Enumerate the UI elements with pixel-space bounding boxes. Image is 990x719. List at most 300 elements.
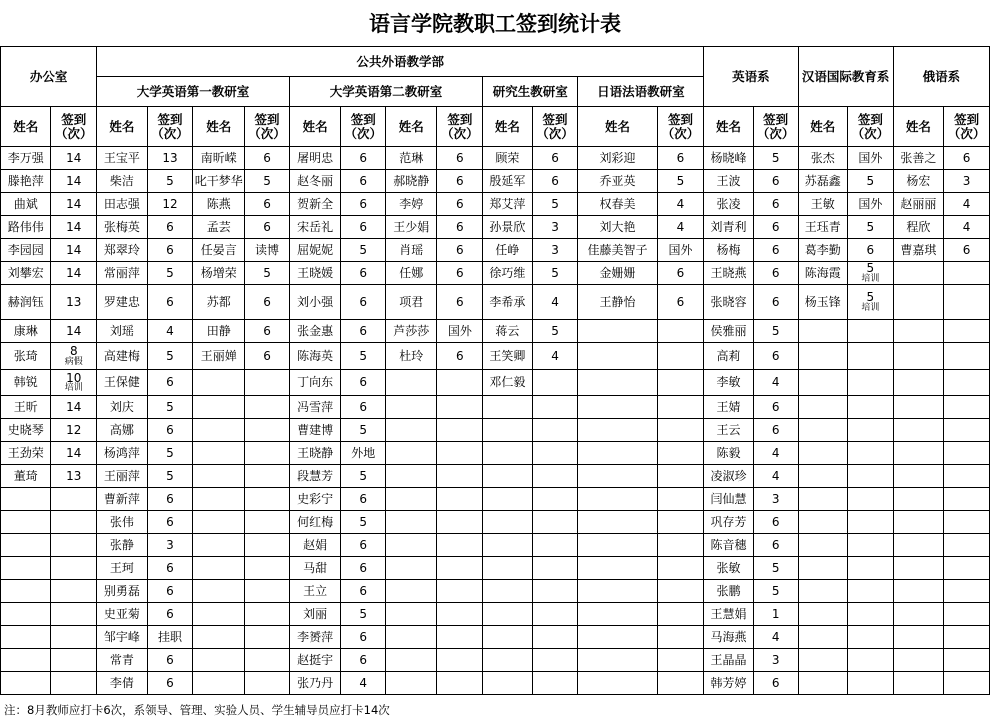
russian-count-cell [944, 465, 990, 488]
russian-count-cell [944, 603, 990, 626]
jp-count-cell [657, 419, 704, 442]
table-row [1, 511, 990, 534]
count-value: 12 [162, 196, 178, 211]
count-value: 6 [771, 422, 780, 437]
chinese-count-cell [847, 343, 893, 370]
english-name-cell: 李敏 [704, 370, 753, 396]
dept2-b-name-cell: 肖瑶 [386, 239, 437, 262]
jp-name-cell [578, 557, 657, 580]
dept1-a-name-cell: 刘瑶 [97, 320, 147, 343]
english-name-cell: 陈毅 [704, 442, 753, 465]
chinese-count-cell [847, 511, 893, 534]
dept1-a-name-cell: 王丽萍 [97, 465, 147, 488]
dept1-b-name-cell [193, 603, 245, 626]
chinese-name-cell [798, 488, 847, 511]
count-value: 3 [551, 242, 559, 257]
count-value: 6 [456, 150, 464, 165]
russian-count-cell [944, 442, 990, 465]
count-value: 6 [263, 294, 271, 309]
english-count-cell [753, 419, 798, 442]
jp-name-cell [578, 320, 657, 343]
count-value: 5 [359, 514, 368, 529]
office-count-cell [51, 239, 97, 262]
dept2-b-count-cell [437, 193, 483, 216]
office-name-cell [1, 511, 51, 534]
office-name-cell: 王劲荣 [1, 442, 51, 465]
office-name-cell: 李万强 [1, 147, 51, 170]
dept2-a-name-cell: 曹建博 [289, 419, 340, 442]
russian-name-cell: 杨宏 [893, 170, 943, 193]
count-value: 6 [771, 242, 780, 257]
dept1-a-count-cell [147, 419, 193, 442]
english-name-cell: 王波 [704, 170, 753, 193]
grad-name-cell [483, 603, 533, 626]
dept1-b-count-cell [245, 216, 290, 239]
office-count-cell [51, 672, 97, 695]
count-value: 6 [263, 196, 271, 211]
grad-count-cell [532, 534, 578, 557]
dept2-a-name-cell: 王晓静 [289, 442, 340, 465]
office-count-cell [51, 170, 97, 193]
dept1-b-count-cell [245, 285, 290, 320]
count-value: 6 [771, 537, 780, 552]
dept2-b-count-cell [437, 370, 483, 396]
dept2-b-count-cell [437, 442, 483, 465]
count-value: 5 [551, 196, 559, 211]
russian-name-cell [893, 672, 943, 695]
count-value: 6 [771, 219, 780, 234]
dept2-a-count-header: 签到（次） [341, 107, 386, 147]
dept1-b-count-cell [245, 370, 290, 396]
dept1-a-name-cell: 常青 [97, 649, 147, 672]
jp-name-cell [578, 396, 657, 419]
jp-name-cell [578, 442, 657, 465]
count-value: 3 [962, 173, 971, 188]
dept1-a-count-header: 签到（次） [147, 107, 193, 147]
dept2-a-count-cell [341, 262, 386, 285]
dept2-a-name-cell: 张乃丹 [289, 672, 340, 695]
dept2-b-count-header: 签到（次） [437, 107, 483, 147]
dept1-a-count-cell [147, 239, 193, 262]
grad-name-cell [483, 672, 533, 695]
grad-count-cell [532, 626, 578, 649]
jp-name-cell [578, 649, 657, 672]
dept1-a-count-cell [147, 396, 193, 419]
dept1-a-count-cell [147, 170, 193, 193]
office-count-cell [51, 442, 97, 465]
count-value: 6 [359, 652, 368, 667]
count-value: 6 [456, 173, 464, 188]
grad-count-cell [532, 465, 578, 488]
english-name-cell: 陈音穗 [704, 534, 753, 557]
chinese-name-cell [798, 419, 847, 442]
english-count-cell [753, 285, 798, 320]
office-name-cell: 赫润钰 [1, 285, 51, 320]
dept2-a-count-cell [341, 534, 386, 557]
office-count-cell [51, 396, 97, 419]
group-chinese-intl: 汉语国际教育系 [798, 47, 893, 107]
count-value: 5 [263, 173, 271, 188]
office-name-cell [1, 672, 51, 695]
count-note: 培训 [861, 302, 880, 313]
dept1-b-count-cell [245, 465, 290, 488]
chinese-count-cell [847, 216, 893, 239]
office-name-cell: 史晓琴 [1, 419, 51, 442]
dept2-b-count-cell [437, 488, 483, 511]
dept2-b-name-cell: 芦莎莎 [386, 320, 437, 343]
russian-name-cell [893, 626, 943, 649]
english-name-cell: 张鹏 [704, 580, 753, 603]
count-value: 5 [771, 150, 780, 165]
russian-count-cell [944, 626, 990, 649]
count-value: 5 [166, 468, 174, 483]
dept2-a-name-header: 姓名 [289, 107, 340, 147]
russian-name-cell [893, 370, 943, 396]
grad-count-cell [532, 193, 578, 216]
russian-count-cell [944, 396, 990, 419]
count-value: 14 [66, 445, 82, 460]
dept2-b-name-cell [386, 465, 437, 488]
count-value: 6 [166, 583, 174, 598]
office-count-cell [51, 262, 97, 285]
count-value: 3 [166, 537, 174, 552]
english-count-cell [753, 511, 798, 534]
dept2-a-name-cell: 赵冬丽 [289, 170, 340, 193]
english-count-cell [753, 580, 798, 603]
office-name-cell: 曲斌 [1, 193, 51, 216]
count-value: 5 [551, 323, 559, 338]
dept1-b-name-header: 姓名 [193, 107, 245, 147]
english-count-cell [753, 672, 798, 695]
count-value: 5 [359, 348, 368, 363]
office-name-cell: 刘攀宏 [1, 262, 51, 285]
russian-name-cell [893, 511, 943, 534]
russian-name-cell: 程欣 [893, 216, 943, 239]
office-name-cell [1, 580, 51, 603]
jp-count-cell [657, 370, 704, 396]
footnote: 注：8月教师应打卡6次，系领导、管理、实验人员、学生辅导员应打卡14次 [4, 703, 390, 717]
count-value: 14 [66, 196, 82, 211]
russian-count-cell [944, 370, 990, 396]
jp-count-cell [657, 170, 704, 193]
dept1-a-count-cell [147, 343, 193, 370]
dept2-b-name-cell [386, 672, 437, 695]
group-public-foreign: 公共外语教学部 [97, 47, 704, 77]
russian-name-cell [893, 557, 943, 580]
count-value: 4 [771, 629, 780, 644]
office-name-cell: 董琦 [1, 465, 51, 488]
chinese-name-cell [798, 534, 847, 557]
office-count-cell [51, 147, 97, 170]
count-value: 6 [456, 265, 464, 280]
dept2-b-name-cell [386, 626, 437, 649]
english-name-cell: 韩芳婷 [704, 672, 753, 695]
english-count-header: 签到（次） [753, 107, 798, 147]
chinese-count-cell [847, 603, 893, 626]
office-count-cell [51, 580, 97, 603]
chinese-name-cell [798, 320, 847, 343]
jp-name-cell [578, 465, 657, 488]
count-value: 5 [866, 173, 875, 188]
dept1-b-name-cell [193, 649, 245, 672]
jp-count-cell [657, 147, 704, 170]
count-value: 6 [166, 675, 174, 690]
dept2-b-count-cell [437, 465, 483, 488]
count-value: 14 [66, 242, 82, 257]
grad-name-cell [483, 419, 533, 442]
dept2-a-count-cell [341, 370, 386, 396]
russian-count-header: 签到（次） [944, 107, 990, 147]
office-count-cell [51, 488, 97, 511]
chinese-name-cell [798, 672, 847, 695]
office-count-cell [51, 557, 97, 580]
dept1-a-name-header: 姓名 [97, 107, 147, 147]
chinese-count-cell [847, 239, 893, 262]
russian-name-cell: 张善之 [893, 147, 943, 170]
dept1-a-name-cell: 王保健 [97, 370, 147, 396]
dept2-b-count-cell [437, 343, 483, 370]
jp-name-cell [578, 580, 657, 603]
dept1-a-name-cell: 曹新萍 [97, 488, 147, 511]
count-value: 6 [359, 375, 368, 390]
grad-count-cell [532, 649, 578, 672]
dept2-a-name-cell: 赵娟 [289, 534, 340, 557]
russian-name-cell: 赵丽丽 [893, 193, 943, 216]
russian-count-cell [944, 343, 990, 370]
dept1-a-count-cell [147, 216, 193, 239]
chinese-name-cell: 张杰 [798, 147, 847, 170]
count-value: 14 [66, 399, 82, 414]
jp-name-cell [578, 603, 657, 626]
count-value: 6 [359, 583, 368, 598]
count-value: 6 [771, 514, 780, 529]
chinese-name-cell [798, 580, 847, 603]
office-name-cell [1, 557, 51, 580]
english-count-cell [753, 239, 798, 262]
russian-count-cell [944, 580, 990, 603]
grad-name-cell: 蒋云 [483, 320, 533, 343]
jp-name-cell: 王静怡 [578, 285, 657, 320]
dept2-a-name-cell: 史彩宁 [289, 488, 340, 511]
dept2-b-count-cell [437, 557, 483, 580]
table-row [1, 557, 990, 580]
chinese-count-cell [847, 370, 893, 396]
english-name-cell: 王云 [704, 419, 753, 442]
count-value: 6 [456, 242, 464, 257]
russian-name-cell [893, 488, 943, 511]
russian-count-cell [944, 672, 990, 695]
chinese-count-cell [847, 262, 893, 285]
dept2-a-name-cell: 何红梅 [289, 511, 340, 534]
dept2-b-name-cell: 郝晓静 [386, 170, 437, 193]
grad-count-cell [532, 603, 578, 626]
table-row [1, 534, 990, 557]
jp-count-cell [657, 216, 704, 239]
dept1-b-count-cell [245, 557, 290, 580]
dept2-a-count-cell [341, 442, 386, 465]
dept1-a-name-cell: 张静 [97, 534, 147, 557]
dept1-b-count-cell [245, 320, 290, 343]
dept1-a-count-cell [147, 465, 193, 488]
grad-name-cell [483, 580, 533, 603]
dept2-a-count-cell [341, 580, 386, 603]
dept1-b-count-cell [245, 193, 290, 216]
group-grad: 研究生教研室 [483, 77, 578, 107]
dept2-b-count-cell [437, 262, 483, 285]
grad-name-cell: 徐巧维 [483, 262, 533, 285]
dept1-a-name-cell: 柴洁 [97, 170, 147, 193]
count-value: 4 [771, 468, 780, 483]
grad-count-cell [532, 419, 578, 442]
chinese-name-cell [798, 511, 847, 534]
dept2-a-name-cell: 马甜 [289, 557, 340, 580]
chinese-name-cell: 陈海霞 [798, 262, 847, 285]
count-value: 5 [359, 242, 368, 257]
table-row [1, 580, 990, 603]
office-count-cell [51, 649, 97, 672]
russian-count-cell [944, 557, 990, 580]
office-name-cell: 韩锐 [1, 370, 51, 396]
count-value: 6 [771, 196, 780, 211]
jp-name-cell [578, 626, 657, 649]
chinese-name-header: 姓名 [798, 107, 847, 147]
dept2-b-count-cell [437, 170, 483, 193]
jp-count-cell [657, 603, 704, 626]
chinese-name-cell: 王敏 [798, 193, 847, 216]
jp-name-cell [578, 419, 657, 442]
office-name-cell: 滕艳萍 [1, 170, 51, 193]
dept2-a-count-cell [341, 193, 386, 216]
count-value: 外地 [351, 445, 376, 460]
english-name-cell: 王晶晶 [704, 649, 753, 672]
count-value: 6 [359, 294, 368, 309]
russian-count-cell [944, 534, 990, 557]
chinese-count-cell [847, 672, 893, 695]
count-value: 4 [962, 196, 971, 211]
english-name-cell: 高莉 [704, 343, 753, 370]
office-name-cell: 康琳 [1, 320, 51, 343]
russian-count-cell [944, 193, 990, 216]
jp-count-cell [657, 649, 704, 672]
english-name-cell: 凌淑珍 [704, 465, 753, 488]
russian-count-cell [944, 170, 990, 193]
dept2-b-name-cell [386, 534, 437, 557]
table-row [1, 147, 990, 170]
english-name-cell: 杨晓峰 [704, 147, 753, 170]
chinese-count-cell [847, 147, 893, 170]
dept2-b-count-cell [437, 626, 483, 649]
count-value: 5 [866, 290, 875, 305]
dept2-a-name-cell: 屈妮妮 [289, 239, 340, 262]
english-name-cell: 马海燕 [704, 626, 753, 649]
dept2-a-count-cell [341, 396, 386, 419]
dept1-b-name-cell [193, 465, 245, 488]
count-value: 6 [166, 514, 174, 529]
russian-count-cell [944, 239, 990, 262]
dept2-b-count-cell [437, 320, 483, 343]
count-value: 6 [962, 242, 971, 257]
dept1-a-count-cell [147, 320, 193, 343]
russian-name-cell [893, 419, 943, 442]
dept2-a-name-cell: 屠明忠 [289, 147, 340, 170]
jp-count-cell [657, 534, 704, 557]
dept1-b-name-cell [193, 488, 245, 511]
count-value: 10 [66, 370, 82, 385]
dept2-b-name-cell: 范琳 [386, 147, 437, 170]
count-value: 读博 [255, 242, 280, 257]
dept2-b-count-cell [437, 239, 483, 262]
count-note: 培训 [861, 273, 880, 284]
count-value: 6 [771, 675, 780, 690]
dept2-b-count-cell [437, 580, 483, 603]
count-value: 13 [66, 468, 82, 483]
count-value: 5 [771, 583, 780, 598]
count-value: 5 [771, 323, 780, 338]
count-value: 6 [263, 219, 271, 234]
dept2-b-name-cell [386, 603, 437, 626]
grad-count-cell [532, 320, 578, 343]
count-value: 5 [166, 265, 174, 280]
dept1-a-name-cell: 刘庆 [97, 396, 147, 419]
grad-name-header: 姓名 [483, 107, 533, 147]
count-value: 挂职 [157, 629, 182, 644]
count-value: 5 [551, 265, 559, 280]
dept1-a-name-cell: 高娜 [97, 419, 147, 442]
russian-name-cell [893, 442, 943, 465]
table-row [1, 262, 990, 285]
grad-count-cell [532, 170, 578, 193]
english-count-cell [753, 396, 798, 419]
jp-name-cell [578, 534, 657, 557]
dept1-b-count-header: 签到（次） [245, 107, 290, 147]
count-value: 14 [66, 150, 82, 165]
russian-name-cell [893, 320, 943, 343]
table-row [1, 216, 990, 239]
group-jp: 日语法语教研室 [578, 77, 704, 107]
dept2-a-name-cell: 王晓媛 [289, 262, 340, 285]
grad-name-cell [483, 649, 533, 672]
jp-count-cell [657, 262, 704, 285]
dept1-b-name-cell [193, 534, 245, 557]
english-name-cell: 张凌 [704, 193, 753, 216]
count-value: 3 [771, 652, 780, 667]
english-name-cell: 张敏 [704, 557, 753, 580]
grad-count-cell [532, 488, 578, 511]
table-row [1, 419, 990, 442]
count-value: 5 [166, 173, 174, 188]
jp-count-header: 签到（次） [657, 107, 704, 147]
count-value: 8 [69, 344, 78, 359]
table-row [1, 603, 990, 626]
grad-count-cell [532, 285, 578, 320]
chinese-count-cell [847, 534, 893, 557]
grad-name-cell: 郑艾萍 [483, 193, 533, 216]
dept1-a-count-cell [147, 370, 193, 396]
count-value: 13 [162, 150, 178, 165]
russian-count-cell [944, 216, 990, 239]
dept1-b-count-cell [245, 626, 290, 649]
dept1-a-name-cell: 史亚菊 [97, 603, 147, 626]
dept1-a-count-cell [147, 262, 193, 285]
dept1-a-name-cell: 王宝平 [97, 147, 147, 170]
jp-count-cell [657, 672, 704, 695]
dept1-b-name-cell [193, 557, 245, 580]
group-english: 英语系 [704, 47, 798, 107]
table-row [1, 396, 990, 419]
dept1-b-count-cell [245, 511, 290, 534]
chinese-name-cell [798, 465, 847, 488]
dept2-a-name-cell: 赵挺宇 [289, 649, 340, 672]
